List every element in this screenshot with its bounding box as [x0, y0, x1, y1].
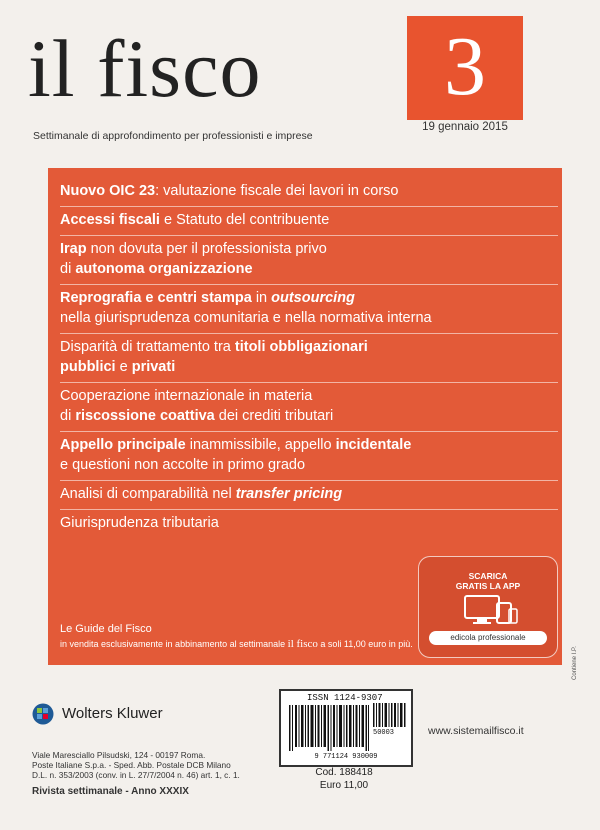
publisher-name: Wolters Kluwer: [62, 705, 163, 722]
issue-number: 3: [444, 20, 486, 113]
guide-title: Le Guide del Fisco: [60, 623, 152, 635]
toc-item: Accessi fiscali e Statuto del contribuente: [60, 207, 558, 236]
toc-item: Giurisprudenza tributaria: [60, 515, 219, 531]
issue-date: 19 gennaio 2015: [422, 121, 508, 133]
toc-item: Analisi di comparabilità nel transfer pricing: [60, 481, 558, 510]
magazine-subtitle: Settimanale di approfondimento per professionisti e imprese: [33, 130, 313, 142]
toc-item: Appello principale inammissibile, appello incidentale e questioni non accolte in primo grado: [60, 432, 558, 481]
price: Euro 11,00: [319, 780, 369, 791]
magazine-title: il fisco: [28, 23, 262, 114]
barcode-addon-bars: [373, 703, 407, 727]
app-download-badge[interactable]: [418, 556, 558, 658]
barcode-addon: 50003: [373, 729, 395, 737]
barcode: [279, 689, 413, 767]
toc-item: Irap non dovuta per il professionista privo di autonoma organizzazione: [60, 236, 558, 285]
product-code: Cod. 188418: [315, 767, 373, 778]
toc-item: Disparità di trattamento tra titoli obbligazionari pubblici e privati: [60, 334, 558, 383]
issue-number-box: [407, 16, 523, 120]
barcode-bars: [289, 705, 369, 751]
devices-icon: [457, 595, 519, 627]
app-badge-label: edicola professionale: [429, 631, 547, 645]
app-badge-heading: SCARICA GRATIS LA APP: [455, 571, 521, 591]
periodicity: Rivista settimanale - Anno XXXIX: [32, 786, 189, 797]
ean-number: 9 771124 930009: [314, 753, 378, 761]
guide-note: in vendita esclusivamente in abbinamento al settimanale il fisco a soli 11,00 euro in più.: [60, 638, 413, 650]
guide-notice: [60, 623, 413, 650]
toc-item: Reprografia e centri stampa in outsourcing nella giurisprudenza comunitaria e nella normativa interna: [60, 285, 558, 334]
issn: ISSN 1124-9307: [307, 693, 383, 703]
toc-item: Nuovo OIC 23: valutazione fiscale dei lavori in corso: [60, 178, 558, 207]
publisher-address: Viale Maresciallo Pilsudski, 124 - 00197 Roma. Poste Italiane S.p.a. - Sped. Abb. Postale DCB Milano D.L. n. 353/2003 (conv. in L. 27/7/2004 n. 46) art. 1, c. 1.: [32, 750, 240, 780]
website-link[interactable]: www.sistemailfisco.it: [428, 725, 524, 737]
toc-item: Cooperazione internazionale in materia di riscossione coattiva dei crediti tributari: [60, 383, 558, 432]
wolters-kluwer-logo-icon: [32, 703, 54, 725]
credit-note: Contiene I.P.: [572, 646, 578, 680]
contents-panel: [48, 168, 562, 665]
table-of-contents: [60, 178, 558, 538]
